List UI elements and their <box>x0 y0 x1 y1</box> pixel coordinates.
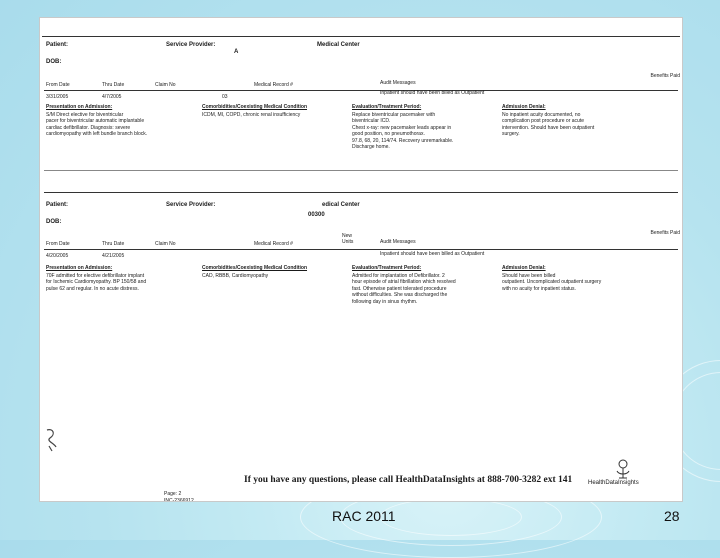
text-line: 97.8, 68, 20, 114/74. Recovery unremarkable. <box>352 137 454 144</box>
logo-text: HealthDataInsights <box>588 480 639 486</box>
handwritten-mark <box>44 426 60 452</box>
r1-col-thru: Thru Date <box>102 82 125 88</box>
r1-evaluation-text <box>352 112 453 150</box>
text-line: good position, no pneumothorax. <box>352 131 425 138</box>
r2-comorbid-heading: Comorbidities/Coexisting Medical Condition <box>202 265 308 271</box>
r2-provider-number: 00300 <box>308 212 325 218</box>
r2-thru-value: 4/21/2005 <box>102 253 125 259</box>
scan-top-rule <box>42 36 680 37</box>
text-line: Admitted for implantation of Defibrillator. 2 <box>352 273 445 279</box>
r2-col-thru: Thru Date <box>102 241 125 247</box>
text-line: intervention. Should have been outpatient <box>502 124 595 131</box>
text-line: outpatient. Uncomplicated outpatient surgery <box>502 279 602 286</box>
r1-record-value: 03 <box>222 94 228 100</box>
r1-medical-center: Medical Center <box>317 42 360 48</box>
r2-col-from: From Date <box>46 241 70 247</box>
text-line: without difficulties. She was discharged the <box>352 292 448 299</box>
r2-col-claim: Claim No <box>155 241 176 247</box>
r2-comorbid-text <box>202 273 268 279</box>
questions-banner: If you have any questions, please call HealthDataInsights at 888-700-3282 ext 141 <box>244 475 573 485</box>
r2-audit-value: Inpatient should have been billed as Outpatient <box>380 251 485 257</box>
r2-evaluation-text <box>352 273 456 305</box>
text-line: fast. Otherwise patient tolerated procedure <box>352 285 447 292</box>
r1-audit-value: Inpatient should have been billed as Outpatient <box>380 90 485 96</box>
r1-presentation-text <box>46 112 147 138</box>
r1-denial-heading: Admission Denial: <box>502 104 546 110</box>
r2-col-benefits: Benefits Paid <box>650 230 680 236</box>
r1-provider-label: Service Provider: <box>166 42 216 48</box>
r2-col-audit: Audit Messages <box>380 239 416 245</box>
r1-presentation-heading: Presentation on Admission: <box>46 104 113 110</box>
r1-col-record: Medical Record # <box>254 82 293 88</box>
r2-evaluation-heading: Evaluation/Treatment Period: <box>352 265 422 271</box>
text-line: biventricular ICD. <box>352 118 391 125</box>
r2-presentation-text <box>46 273 146 292</box>
r2-top-rule <box>44 192 678 193</box>
r2-dob-label: DOB: <box>46 219 62 225</box>
r1-col-claim: Claim No <box>155 82 176 88</box>
background-ripple <box>380 498 522 536</box>
r1-header-rule <box>44 90 678 91</box>
scanned-document <box>40 18 682 501</box>
text-line: cardiomyopathy with left bundle branch block. <box>46 131 148 138</box>
r2-presentation-heading: Presentation on Admission: <box>46 265 113 271</box>
text-line: Should have been billed <box>502 273 556 279</box>
text-line: for Ischemic Cardiomyopathy. BP 150/58 and <box>46 279 147 286</box>
slide-page-number: 28 <box>664 508 680 524</box>
text-line: surgery. <box>502 131 520 138</box>
text-line: Discharge home. <box>352 144 390 151</box>
text-line: Chest x-ray: new pacemaker leads appear in <box>352 124 452 131</box>
text-line: hour episode of atrial fibrillation which resolved <box>352 279 456 286</box>
r1-comorbid-heading: Comorbidities/Coexisting Medical Condition <box>202 104 308 110</box>
text-line: following day in sinus rhythm. <box>352 298 418 305</box>
r2-from-value: 4/20/2005 <box>46 253 69 259</box>
record-separator <box>44 170 678 171</box>
r2-denial-text <box>502 273 601 292</box>
r1-from-value: 3/31/2005 <box>46 94 69 100</box>
text-line: cardiac defibrillator. Diagnosis: severe <box>46 124 131 131</box>
text-line: with no acuity for inpatient status. <box>502 285 576 292</box>
r1-col-benefits: Benefits Paid <box>650 73 680 79</box>
r1-col-from: From Date <box>46 82 70 88</box>
r2-medical-center: edical Center <box>322 202 360 208</box>
r2-col-record: Medical Record # <box>254 241 293 247</box>
text-line: complication post procedure or acute <box>502 118 584 125</box>
text-line: No inpatient acuity documented, no <box>502 112 581 118</box>
text-line: 70F admitted for elective defibrillator implant <box>46 273 145 279</box>
r1-denial-text <box>502 112 594 138</box>
r1-provider-fragment: A <box>234 49 239 55</box>
text-line: ICDM, MI, COPD, chronic renal insufficiency <box>202 112 301 118</box>
r1-col-audit: Audit Messages <box>380 80 416 86</box>
slide-footer-title: RAC 2011 <box>332 508 396 524</box>
r2-denial-heading: Admission Denial: <box>502 265 546 271</box>
healthdatainsights-logo-icon <box>612 458 634 480</box>
page-label: Page: 2 <box>164 491 182 497</box>
text-line: pulse 62 and regular. In no acute distress. <box>46 285 139 292</box>
r1-thru-value: 4/7/2005 <box>102 94 122 100</box>
r1-evaluation-heading: Evaluation/Treatment Period: <box>352 104 422 110</box>
r2-col-new-units: New Units <box>342 233 354 245</box>
r2-header-rule <box>44 249 678 250</box>
r2-provider-label: Service Provider: <box>166 202 216 208</box>
r1-comorbid-text <box>202 112 300 118</box>
r1-dob-label: DOB: <box>46 59 62 65</box>
r2-patient-label: Patient: <box>46 202 69 208</box>
text-line: Replace biventricular pacemaker with <box>352 112 436 118</box>
inc-number: INC-2366912 <box>164 498 194 501</box>
r1-patient-label: Patient: <box>46 42 69 48</box>
text-line: CAD, RBBB, Cardiomyopathy <box>202 273 269 279</box>
text-line: pacer for biventricular automatic implantable <box>46 118 145 125</box>
text-line: S/M Direct elective for biventricular <box>46 112 124 118</box>
